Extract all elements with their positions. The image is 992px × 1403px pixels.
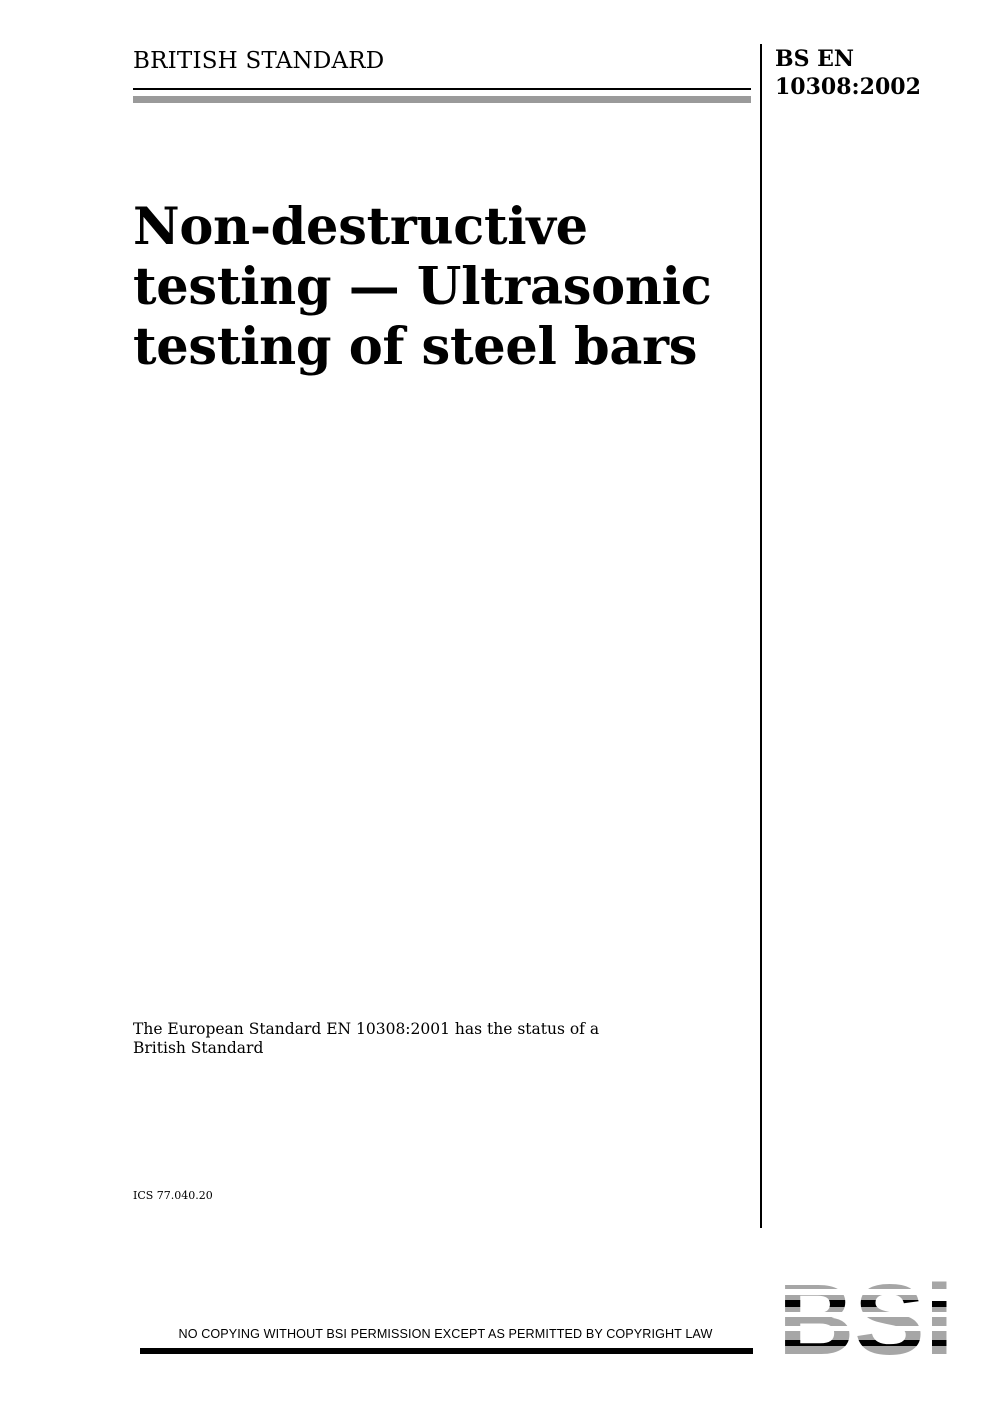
standard-number <box>775 45 921 101</box>
header-rule-thin <box>133 88 751 90</box>
title-line-2: testing — Ultrasonic <box>133 257 712 317</box>
margin-divider <box>760 44 762 1228</box>
status-note <box>133 1020 733 1058</box>
header-rule-gray <box>133 96 751 103</box>
series-label: BRITISH STANDARD <box>133 48 385 74</box>
ics-code: ICS 77.040.20 <box>133 1189 213 1202</box>
status-note-line1: The European Standard EN 10308:2001 has the status of a <box>133 1020 600 1038</box>
title-line-1: Non-destructive <box>133 197 588 257</box>
title-line-3: testing of steel bars <box>133 317 698 377</box>
bsi-logo-icon <box>778 1278 956 1358</box>
standard-number-line1: BS EN <box>775 46 855 72</box>
standard-number-line2: 10308:2002 <box>775 74 921 100</box>
document-title <box>133 197 743 377</box>
copyright-notice: NO COPYING WITHOUT BSI PERMISSION EXCEPT AS PERMITTED BY COPYRIGHT LAW <box>178 1327 713 1341</box>
status-note-line2: British Standard <box>133 1039 264 1057</box>
footer-rule <box>140 1348 753 1354</box>
